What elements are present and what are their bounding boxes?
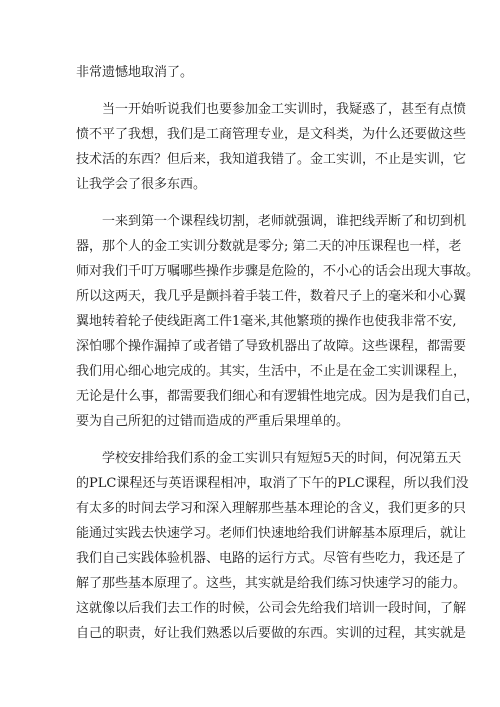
text-line: 自己的职责，好让我们熟悉以后要做的东西。实训的过程，其实就是: [76, 626, 467, 641]
text-line: 让我学会了很多东西。: [76, 177, 207, 192]
text-line: 无论是什么事，都需要我们细心和有逻辑性地完成。因为是我们自己，: [76, 389, 480, 404]
paragraph-2: [76, 97, 467, 197]
paragraph-4: [76, 446, 469, 646]
text-line: 一来到第一个课程线切割，老师就强调，谁把线弄断了和切到机: [102, 214, 467, 229]
paragraph-1: [76, 60, 428, 85]
text-line: 学校安排给我们系的金工实训只有短短5天的时间，何况第五天: [102, 451, 462, 466]
text-line: 翼地转着轮子使线距离工件1毫米,其他繁琐的操作也使我非常不安,: [76, 314, 457, 329]
text-line: 深怕哪个操作漏掉了或者错了导致机器出了故障。这些课程，都需要: [76, 339, 467, 354]
text-line: 我们用心细心地完成的。其实，生活中，不止是在金工实训课程上，: [76, 364, 467, 379]
text-line: 当一开始听说我们也要参加金工实训时，我疑惑了，甚至有点愤: [102, 102, 467, 117]
text-line: 师对我们千叮万嘱哪些操作步骤是危险的，不小心的话会出现大事故。: [76, 264, 480, 279]
document-body: [76, 60, 480, 658]
text-line: 非常遗憾地取消了。: [76, 65, 194, 80]
text-line: 器，那个人的金工实训分数就是零分; 第二天的冲压课程也一样，老: [76, 239, 462, 254]
text-line: 技术活的东西？但后来，我知道我错了。金工实训，不止是实训，它: [76, 152, 467, 167]
text-line: 所以这两天，我几乎是颤抖着手装工件，数着尺子上的毫米和小心翼: [76, 289, 467, 304]
text-line: 的PLC课程还与英语课程相冲，取消了下午的PLC课程，所以我们没: [76, 476, 469, 491]
text-line: 我们自己实践体验机器、电路的运行方式。尽管有些吃力，我还是了: [76, 551, 467, 566]
text-line: 愤不平了我想，我们是工商管理专业，是文科类，为什么还要做这些: [76, 127, 467, 142]
text-line: 这就像以后我们去工作的时候，公司会先给我们培训一段时间，了解: [76, 601, 467, 616]
text-line: 解了那些基本原理了。这些，其实就是给我们练习快速学习的能力。: [76, 576, 467, 591]
text-line: 能通过实践去快速学习。老师们快速地给我们讲解基本原理后，就让: [76, 526, 467, 541]
text-line: 有太多的时间去学习和深入理解那些基本理论的含义，我们更多的只: [76, 501, 467, 516]
text-line: 要为自己所犯的过错而造成的严重后果埋单的。: [76, 414, 350, 429]
paragraph-3: [76, 209, 480, 434]
